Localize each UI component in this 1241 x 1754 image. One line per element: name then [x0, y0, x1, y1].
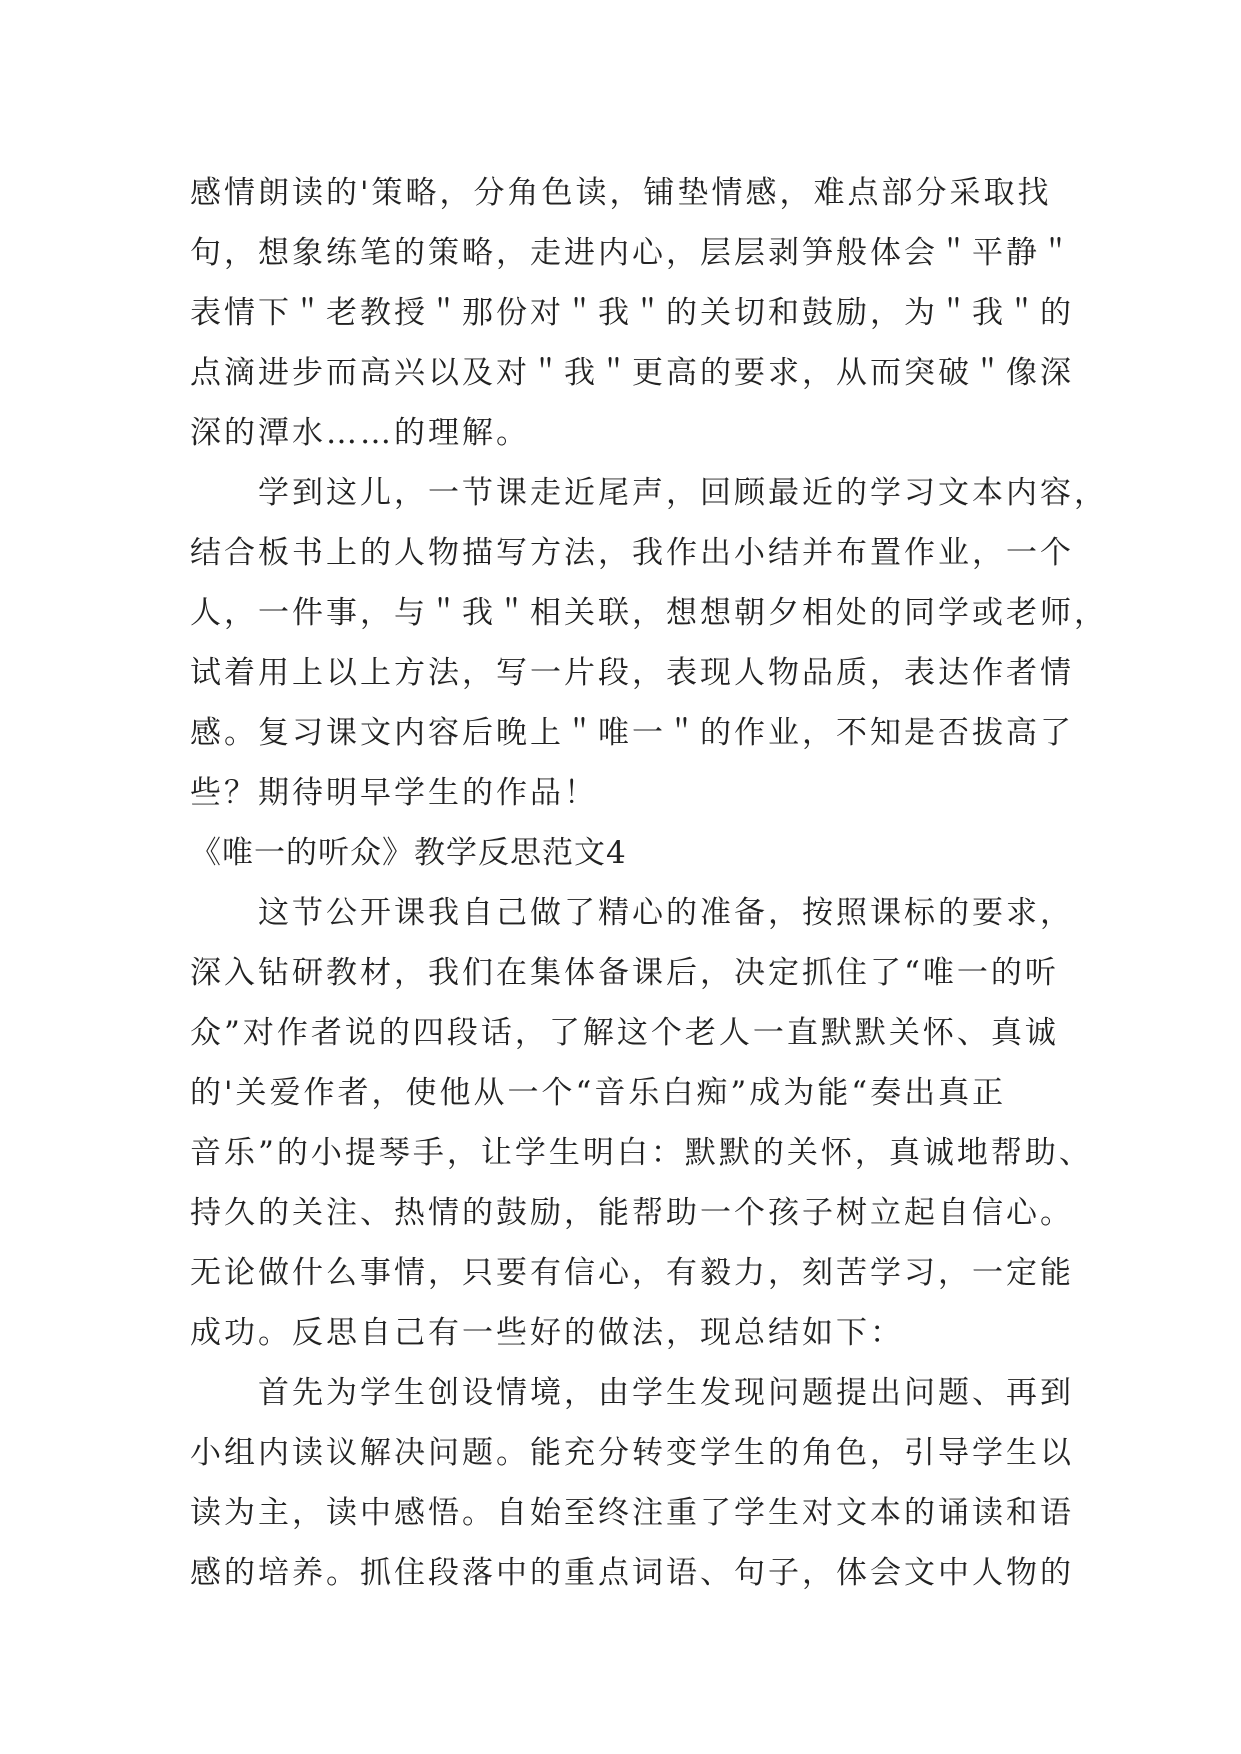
- text-line: 结合板书上的人物描写方法，我作出小结并布置作业，一个: [190, 535, 1074, 571]
- text-line: 无论做什么事情，只要有信心，有毅力，刻苦学习，一定能: [190, 1255, 1074, 1291]
- text-line: 试着用上以上方法，写一片段，表现人物品质，表达作者情: [190, 655, 1074, 691]
- text-line: 众”对作者说的四段话，了解这个老人一直默默关怀、真诚: [190, 1015, 1059, 1051]
- text-line: 的'关爱作者，使他从一个“音乐白痴”成为能“奏出真正: [190, 1075, 1007, 1111]
- text-line: 成功。反思自己有一些好的做法，现总结如下：: [190, 1315, 904, 1351]
- section-heading: 《唯一的听众》教学反思范文4: [190, 835, 627, 871]
- text-line: 表情下＂老教授＂那份对＂我＂的关切和鼓励，为＂我＂的: [190, 295, 1074, 331]
- text-line: 人，一件事，与＂我＂相关联，想想朝夕相处的同学或老师，: [190, 595, 1108, 631]
- text-line: 深的潭水……的理解。: [190, 415, 530, 451]
- text-line: 感情朗读的'策略，分角色读，铺垫情感，难点部分采取找: [190, 175, 1052, 211]
- text-line: 持久的关注、热情的鼓励，能帮助一个孩子树立起自信心。: [190, 1195, 1074, 1231]
- text-line: 小组内读议解决问题。能充分转变学生的角色，引导学生以: [190, 1435, 1074, 1471]
- text-line: 深入钻研教材，我们在集体备课后，决定抓住了“唯一的听: [190, 955, 1059, 991]
- text-line: 这节公开课我自己做了精心的准备，按照课标的要求，: [190, 895, 1074, 931]
- text-line: 些？期待明早学生的作品！: [190, 775, 598, 811]
- text-line: 音乐”的小提琴手，让学生明白：默默的关怀，真诚地帮助、: [190, 1135, 1093, 1171]
- text-line: 首先为学生创设情境，由学生发现问题提出问题、再到: [190, 1375, 1074, 1411]
- text-line: 感的培养。抓住段落中的重点词语、句子，体会文中人物的: [190, 1555, 1074, 1591]
- text-line: 读为主，读中感悟。自始至终注重了学生对文本的诵读和语: [190, 1495, 1074, 1531]
- document-body: [190, 163, 1108, 1603]
- text-line: 学到这儿，一节课走近尾声，回顾最近的学习文本内容，: [190, 475, 1108, 511]
- text-line: 感。复习课文内容后晚上＂唯一＂的作业，不知是否拔高了: [190, 715, 1074, 751]
- text-line: 点滴进步而高兴以及对＂我＂更高的要求，从而突破＂像深: [190, 355, 1074, 391]
- text-line: 句，想象练笔的策略，走进内心，层层剥笋般体会＂平静＂: [190, 235, 1074, 271]
